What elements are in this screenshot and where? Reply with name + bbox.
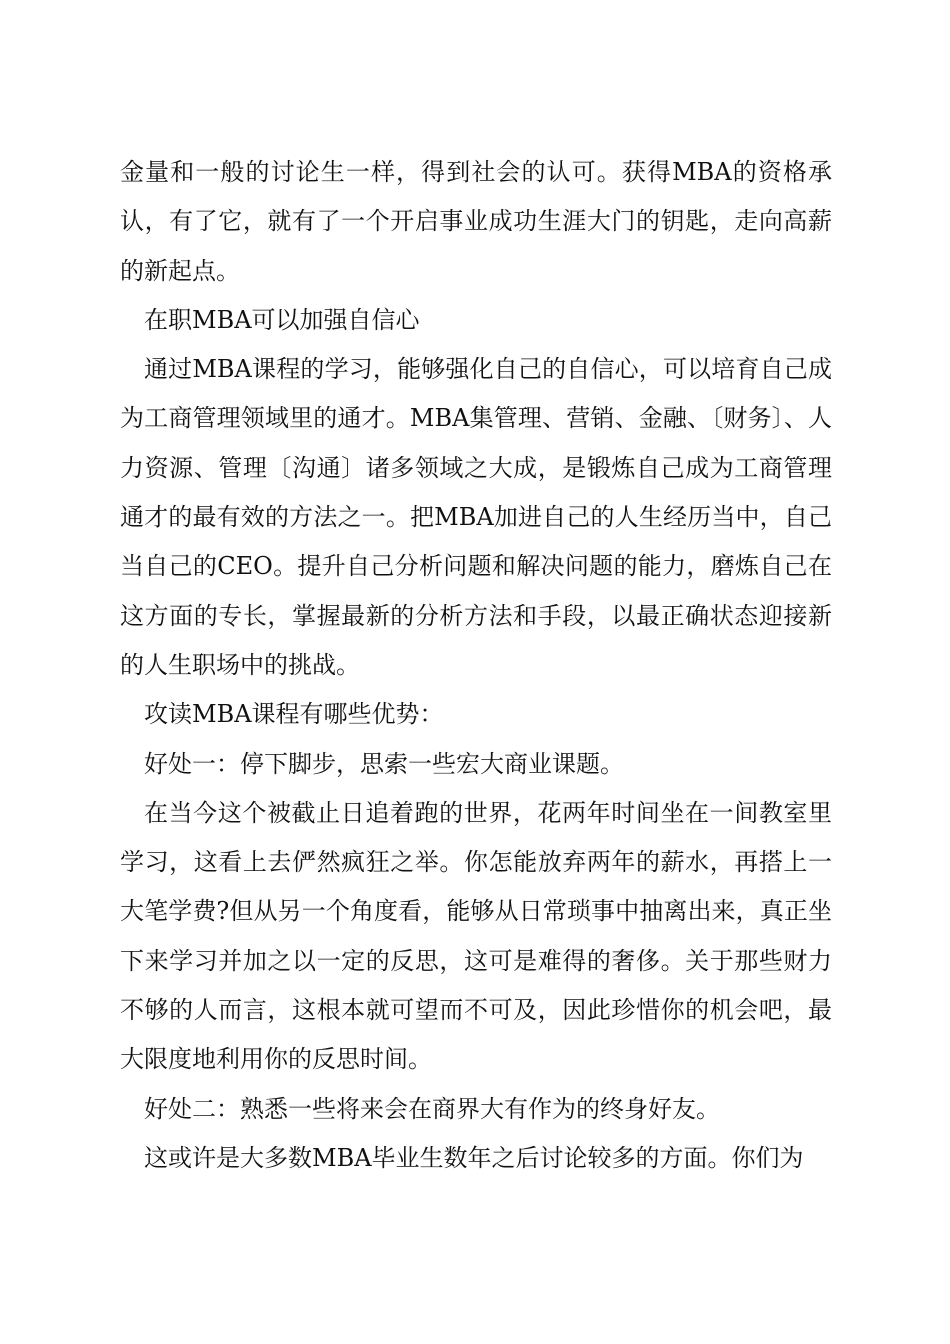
paragraph-confidence: 通过MBA课程的学习，能够强化自己的自信心，可以培育自己成为工商管理领域里的通才。MBA集管理、营销、金融、〔财务〕、人力资源、管理〔沟通〕诸多领域之大成，是锻炼自己成为工商管理通才的最有效的方法之一。把MBA加进自己的人生经历当中，自己当自己的CEO。提升自己分析问题和解决问题的能力，磨炼自己在这方面的专长，掌握最新的分析方法和手段，以最正确状态迎接新的人生职场中的挑战。 <box>120 355 832 679</box>
paragraph-benefit-two: 这或许是大多数MBA毕业生数年之后讨论较多的方面。你们为 <box>144 1143 804 1172</box>
heading-advantages: 攻读MBA课程有哪些优势： <box>144 700 444 729</box>
paragraph-mba-recognition: 金量和一般的讨论生一样，得到社会的认可。获得MBA的资格承认，有了它，就有了一个开启事业成功生涯大门的钥匙，走向高薪的新起点。 <box>120 158 832 285</box>
heading-benefit-one: 好处一：停下脚步，思索一些宏大商业课题。 <box>144 749 624 778</box>
body-text <box>120 148 832 1183</box>
heading-confidence: 在职MBA可以加强自信心 <box>144 305 420 334</box>
paragraph-benefit-one: 在当今这个被截止日追着跑的世界，花两年时间坐在一间教室里学习，这看上去俨然疯狂之举。你怎能放弃两年的薪水，再搭上一大笔学费?但从另一个角度看，能够从日常琐事中抽离出来，真正坐下来学习并加之以一定的反思，这可是难得的奢侈。关于那些财力不够的人而言，这根本就可望而不可及，因此珍惜你的机会吧，最大限度地利用你的反思时间。 <box>120 798 832 1074</box>
heading-benefit-two: 好处二：熟悉一些将来会在商界大有作为的终身好友。 <box>144 1094 720 1123</box>
